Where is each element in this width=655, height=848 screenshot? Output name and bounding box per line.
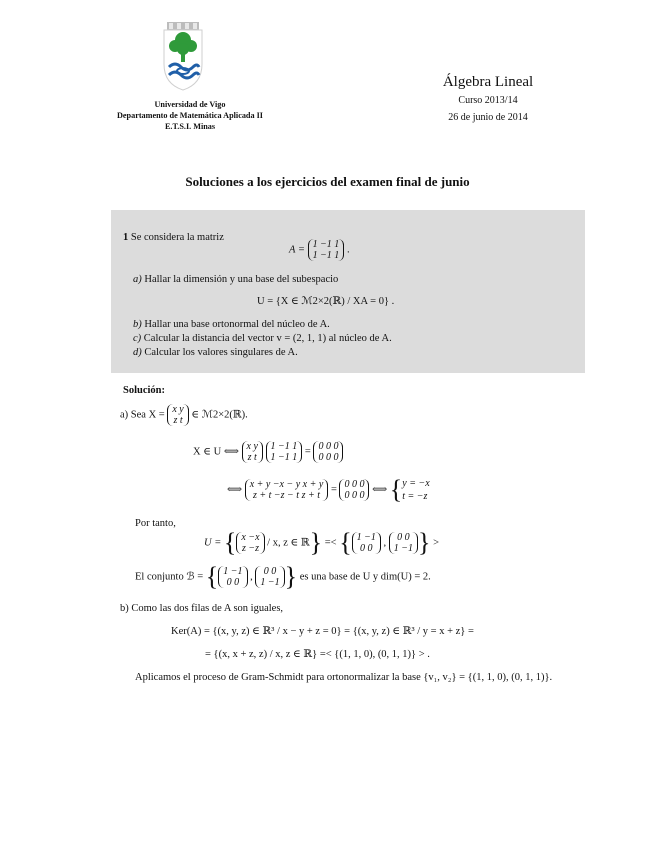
eq1-zero-matrix [313,441,343,463]
eq2-row-1: x + y −x − y x + y [249,479,324,490]
eq1-zero-row-2: 0 0 0 [318,452,339,463]
exercise-number: 1 [123,232,129,243]
gram-schmidt-text: Aplicamos el proceso de Gram-Schmidt para ortonormalizar la base {v₁, v₂} = {(1, 1, 0), (0, 1, 1)}. [135,672,553,683]
part-b-text: Hallar una base ortonormal del núcleo de A. [144,319,330,330]
matrix-a-label: A = [289,244,305,256]
part-a-label: a) [133,274,142,285]
basis-tail: es una base de U y dim(U) = 2. [299,571,431,583]
eq1-x-row-1: x y [246,441,258,452]
kernel-line-1: Ker(A) = {(x, y, z) ∈ ℝ³ / x − y + z = 0} = {(x, y, z) ∈ ℝ³ / y = x + z} = [171,626,474,637]
university-block [95,99,285,132]
course-block [418,72,558,126]
equation-1-lhs: X ∈ U ⟺ [193,446,239,458]
matrix-x-row-2: z t [173,415,183,426]
part-b [133,318,330,332]
equation-2-iff: ⟺ [227,484,243,496]
kernel-line-2: = {(x, x + z, z) / x, z ∈ ℝ} =< {(1, 1, 0), (0, 1, 1)} > . [205,649,430,660]
matrix-x [167,404,188,426]
basis-1-row-1: 1 −1 [223,566,243,577]
matrix-x-row-1: x y [172,404,184,415]
eq2-row-2: z + t −z − t z + t [252,490,320,501]
solution-a-intro [120,404,248,426]
u-general-row-2: z −z [241,543,259,554]
u-basis-1-row-2: 0 0 [360,543,373,554]
eq2-zero-row-1: 0 0 0 [344,479,365,490]
eq1-a-row-1: 1 −1 1 [270,441,298,452]
eq2-zero-row-2: 0 0 0 [344,490,365,501]
school-name: E.T.S.I. Minas [164,122,216,131]
part-a-text: Hallar la dimensión y una base del subespacio [144,274,339,285]
part-a [133,273,338,287]
por-tanto: Por tanto, [135,518,176,529]
eq2-zero-matrix [339,479,369,501]
subspace-u-equation: U = { x −x z −z / x, z ∈ ℝ} =< { 1 −1 0 0 , 0 0 1 −1 } > [204,528,440,557]
eq2-case-2: t = −z [402,491,428,502]
eq1-matrix-a [266,441,303,463]
u-basis-1-row-1: 1 −1 [356,532,376,543]
part-d [133,346,298,360]
u-basis-2-row-1: 0 0 [397,532,410,543]
solution-a-lead-tail: ∈ ℳ2×2(ℝ). [191,409,248,421]
eq2-case-1: y = −x [402,478,430,489]
eq1-a-row-2: 1 −1 1 [270,452,298,463]
part-c-label: c) [133,333,142,344]
subspace-definition: U = {X ∈ ℳ2×2(ℝ) / XA = 0} . [257,296,395,307]
u-condition: / x, z ∈ ℝ [267,537,310,549]
u-span-close: > [433,537,440,549]
logo-emblem-icon [160,20,206,92]
u-basis-matrix-1 [352,532,381,554]
exercise-intro [123,231,224,245]
basis-lead: El conjunto ℬ = [135,571,204,583]
basis-matrix-2 [255,566,284,588]
basis-2-row-2: 1 −1 [260,577,280,588]
university-name: Universidad de Vigo [154,100,226,109]
course-year: Curso 2013/14 [458,95,518,106]
eq1-matrix-x [242,441,263,463]
part-b-label: b) [133,319,142,330]
solution-a-lead: a) Sea X = [120,409,165,421]
u-span-open: =< [324,537,337,549]
matrix-a-row-2: 1 −1 1 [312,250,340,261]
part-d-label: d) [133,347,142,358]
main-title: Soluciones a los ejercicios del examen final de junio [185,174,470,189]
matrix-a [308,239,345,261]
basis-statement: El conjunto ℬ = { 1 −1 0 0 , 0 0 1 −1 } es una base de U y dim(U) = 2. [135,562,431,591]
eq1-x-row-2: z t [247,452,257,463]
basis-1-row-2: 0 0 [226,577,240,588]
equation-1: X ∈ U ⟺ x y z t 1 −1 1 1 −1 1 = 0 0 0 0 0 0 [193,441,343,463]
matrix-a-row-1: 1 −1 1 [312,239,340,250]
u-general-matrix [236,532,264,554]
u-general-row-1: x −x [241,532,260,543]
department-name: Departamento de Matemática Aplicada II [117,111,263,120]
part-c-text: Calcular la distancia del vector v = (2, 1, 1) al núcleo de A. [143,333,392,344]
part-c [133,332,392,346]
u-lhs: U = [204,537,222,549]
solution-b-intro: b) Como las dos filas de A son iguales, [120,603,284,614]
u-basis-matrix-2 [389,532,418,554]
solution-heading: Solución: [123,385,166,396]
equation-2: ⟺ x + y −x − y x + y z + t −z − t z + t = 0 0 0 0 0 0 ⟺ { y = −x t = −z [227,475,430,504]
basis-2-row-1: 0 0 [263,566,277,577]
matrix-a-display: A = 1 −1 1 1 −1 1 . [289,239,350,261]
equation-2-iff-2: ⟺ [372,484,388,496]
eq1-zero-row-1: 0 0 0 [318,441,339,452]
eq2-cases [402,477,429,503]
course-title: Álgebra Lineal [442,74,534,90]
u-basis-2-row-2: 1 −1 [393,543,414,554]
exercise-intro-text: Se considera la matriz [130,232,224,243]
university-logo [160,20,206,92]
basis-matrix-1 [218,566,247,588]
eq2-product-matrix [245,479,329,501]
part-d-text: Calcular los valores singulares de A. [144,347,298,358]
exam-date: 26 de junio de 2014 [448,112,528,123]
